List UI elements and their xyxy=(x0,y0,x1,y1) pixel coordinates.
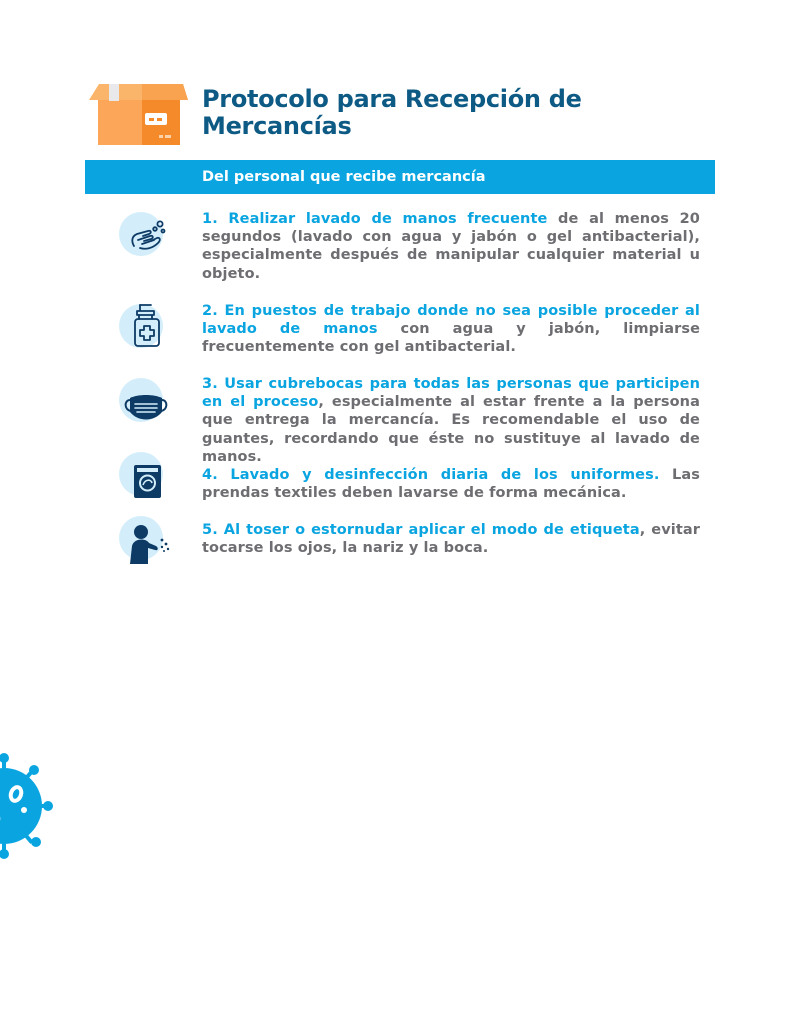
virus-icon xyxy=(0,752,54,860)
item-text: de al menos 20 segundos (lavado con agua y jabón o gel antibacterial), especialmente después de manipular cualquier material u objeto. xyxy=(202,211,700,282)
item-text: Las prendas textiles deben lavarse de forma mecánica. xyxy=(202,467,700,502)
item-text: con agua y jabón, limpiarse frecuentemente con gel antibacterial. xyxy=(202,321,700,356)
item-text: , evitar tocarse los ojos, la nariz y la boca. xyxy=(202,522,700,557)
washing-machine-icon xyxy=(118,452,178,508)
item-text: , especialmente al estar frente a la persona que entrega la mercancía. Es recomendable el uso de guantes, recordando que éste no sustituye al lavado de manos. xyxy=(202,394,700,465)
list-item xyxy=(202,466,700,502)
page-title xyxy=(202,86,722,140)
title-line-2: Mercancías xyxy=(202,112,352,140)
item-lead: 5. Al toser o estornudar aplicar el modo de etiqueta xyxy=(202,522,640,538)
list-item xyxy=(202,521,700,557)
list-item xyxy=(202,210,700,283)
item-lead: 2. En puestos de trabajo donde no sea posible proceder al lavado de manos xyxy=(202,303,700,338)
item-lead: 3. Usar cubrebocas para todas las personas que participen en el proceso xyxy=(202,376,700,411)
section-band-label: Del personal que recibe mercancía xyxy=(202,169,486,185)
title-line-1: Protocolo para Recepción de xyxy=(202,85,582,113)
section-band xyxy=(85,160,715,194)
item-lead: 4. Lavado y desinfección diaria de los uniformes. xyxy=(202,467,660,483)
face-mask-icon xyxy=(118,376,178,432)
item-lead: 1. Realizar lavado de manos frecuente xyxy=(202,211,548,227)
box-icon xyxy=(87,84,189,146)
list-item xyxy=(202,302,700,357)
list-item xyxy=(202,375,700,466)
sneeze-etiquette-icon xyxy=(118,516,178,572)
sanitizer-icon xyxy=(118,302,178,358)
handwash-icon xyxy=(118,210,178,266)
